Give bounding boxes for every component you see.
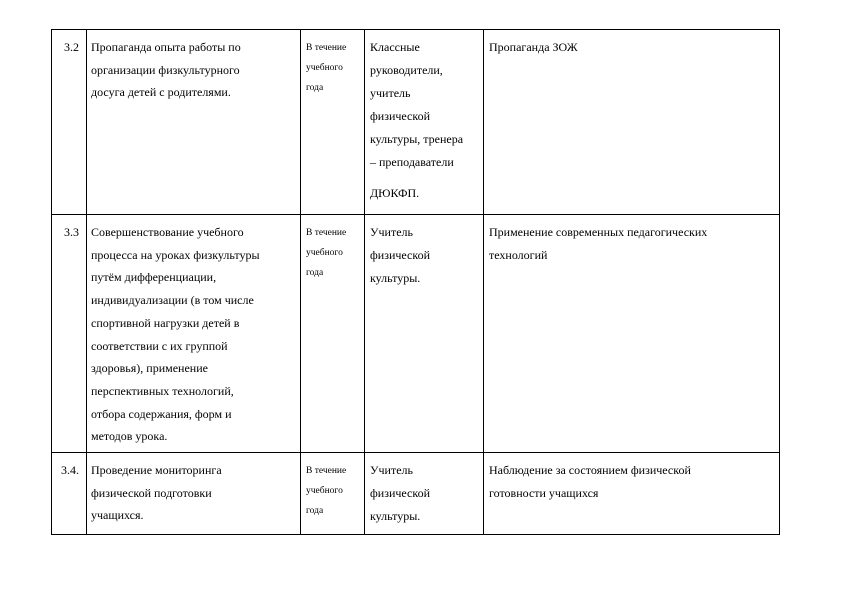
- event-line: процесса на уроках физкультуры: [91, 247, 260, 262]
- event-text: [87, 453, 300, 527]
- event-line: учащихся.: [91, 508, 144, 523]
- result-text: [484, 215, 779, 266]
- responsible-text: [365, 215, 483, 290]
- event-line: Пропаганда опыта работы по: [91, 40, 241, 54]
- period-cell: [301, 215, 365, 453]
- responsible-cell: [365, 453, 484, 535]
- event-cell: [87, 30, 301, 215]
- event-line: Проведение мониторинга: [91, 463, 222, 477]
- period-line: года: [306, 83, 324, 93]
- result-text: [484, 453, 779, 504]
- responsible-line: учитель: [370, 86, 411, 100]
- row-number: 3.3: [64, 225, 79, 239]
- event-line: соответствии с их группой: [91, 338, 228, 353]
- period-text: [301, 30, 364, 98]
- result-text: Пропаганда ЗОЖ: [489, 40, 578, 54]
- event-line: досуга детей с родителями.: [91, 85, 231, 100]
- period-line: учебного: [306, 486, 343, 496]
- row-number-cell: [52, 30, 87, 215]
- period-line: учебного: [306, 63, 343, 73]
- event-line: путём дифференциации,: [91, 270, 217, 285]
- responsible-cell: [365, 215, 484, 453]
- responsible-extra: ДЮКФП.: [370, 186, 420, 200]
- event-text: [87, 30, 300, 104]
- result-line: технологий: [489, 247, 548, 262]
- responsible-line: Учитель: [370, 225, 413, 239]
- table-row: [52, 30, 780, 215]
- period-line: В течение: [306, 466, 347, 476]
- event-line: методов урока.: [91, 429, 168, 444]
- result-line: Наблюдение за состоянием физической: [489, 463, 691, 477]
- responsible-line: руководители,: [370, 63, 443, 77]
- period-line: года: [306, 506, 324, 516]
- responsible-text: [365, 453, 483, 528]
- responsible-text: [365, 30, 483, 174]
- event-cell: [87, 215, 301, 453]
- table-row: [52, 453, 780, 535]
- table-row: [52, 215, 780, 453]
- event-cell: [87, 453, 301, 535]
- responsible-line: культуры.: [370, 271, 421, 285]
- responsible-line: физической: [370, 109, 430, 123]
- result-line: Применение современных педагогических: [489, 225, 708, 239]
- responsible-line: – преподаватели: [370, 155, 454, 169]
- responsible-line: культуры.: [370, 509, 421, 523]
- result-line: готовности учащихся: [489, 485, 599, 500]
- responsible-line: Учитель: [370, 463, 413, 477]
- event-line: спортивной нагрузки детей в: [91, 315, 240, 330]
- row-number-cell: [52, 453, 87, 535]
- responsible-line: физической: [370, 248, 430, 262]
- responsible-line: физической: [370, 486, 430, 500]
- event-text: [87, 215, 300, 448]
- plan-table: [51, 29, 780, 535]
- event-line: организации физкультурного: [91, 62, 240, 77]
- event-line: отбора содержания, форм и: [91, 406, 232, 421]
- result-cell: [484, 30, 780, 215]
- period-text: [301, 453, 364, 521]
- event-line: физической подготовки: [91, 485, 212, 500]
- period-line: учебного: [306, 248, 343, 258]
- row-number: 3.2: [64, 40, 79, 54]
- event-line: перспективных технологий,: [91, 383, 234, 398]
- event-line: индивидуализации (в том числе: [91, 293, 254, 308]
- result-cell: [484, 215, 780, 453]
- result-cell: [484, 453, 780, 535]
- period-line: года: [306, 268, 324, 278]
- period-line: В течение: [306, 228, 347, 238]
- responsible-line: культуры, тренера: [370, 132, 464, 146]
- responsible-cell: [365, 30, 484, 215]
- period-line: В течение: [306, 43, 347, 53]
- period-cell: [301, 453, 365, 535]
- row-number: 3.4.: [61, 463, 79, 477]
- period-cell: [301, 30, 365, 215]
- event-line: Совершенствование учебного: [91, 225, 244, 239]
- row-number-cell: [52, 215, 87, 453]
- period-text: [301, 215, 364, 283]
- event-line: здоровья), применение: [91, 361, 208, 376]
- responsible-line: Классные: [370, 40, 420, 54]
